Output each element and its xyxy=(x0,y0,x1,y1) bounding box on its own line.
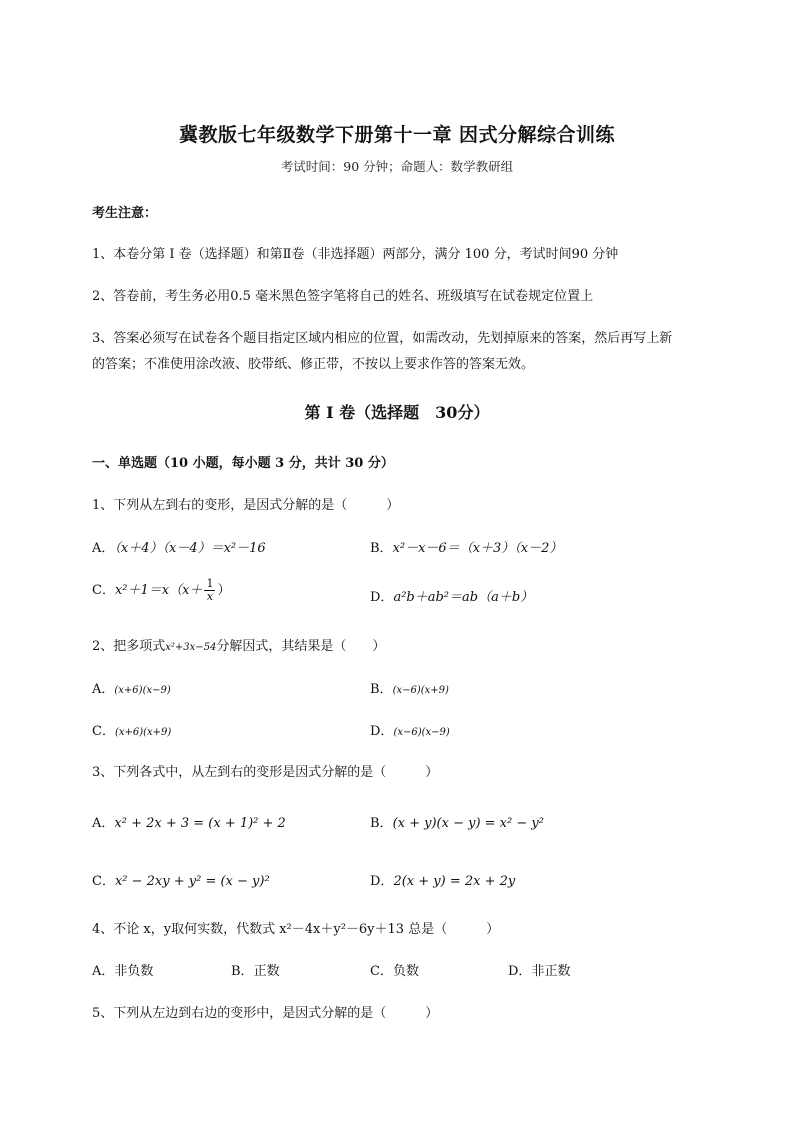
q2-option-b[interactable] xyxy=(370,678,449,697)
q2-option-c-label: C． xyxy=(92,724,115,739)
q4-option-a[interactable] xyxy=(92,960,153,979)
exam-subtitle: 考试时间：90 分钟；命题人：数学教研组 xyxy=(280,159,514,174)
q1-option-c-label: C． xyxy=(92,583,115,598)
notice-item-1: 1、本卷分第 I 卷（选择题）和第Ⅱ卷（非选择题）两部分，满分 100 分，考试时间90 分钟 xyxy=(92,247,619,262)
part-title: 一、单选题（10 小题，每小题 3 分，共计 30 分） xyxy=(92,456,394,471)
q4-option-b-label: B． xyxy=(231,964,254,979)
q4-option-c-label: C． xyxy=(370,964,393,979)
notice-heading: 考生注意： xyxy=(92,206,158,221)
q2-option-a[interactable] xyxy=(92,678,171,697)
q3-option-c-label: C． xyxy=(92,874,115,889)
q1-option-c-pre: x²＋1＝x（x＋ xyxy=(114,583,203,598)
q2-option-a-label: A． xyxy=(92,682,115,697)
q2-option-c[interactable] xyxy=(92,720,171,739)
q4-option-c-text: 负数 xyxy=(392,964,419,979)
q2-option-b-label: B． xyxy=(370,682,393,697)
q2-stem-expr: x²+3x−54 xyxy=(165,642,217,653)
q2-stem-post: 分解因式，其结果是（ ） xyxy=(216,639,386,654)
notice-item-2: 2、答卷前，考生务必用0.5 毫米黑色签字笔将自己的姓名、班级填写在试卷规定位置上 xyxy=(92,289,594,304)
q3-option-a-label: A． xyxy=(92,816,115,831)
q4-option-b-text: 正数 xyxy=(253,964,280,979)
q4-option-c[interactable] xyxy=(370,960,419,979)
fraction xyxy=(204,578,215,603)
q3-option-a[interactable] xyxy=(92,812,286,831)
exam-title: 冀教版七年级数学下册第十一章 因式分解综合训练 xyxy=(178,124,616,146)
q2-option-c-text: (x+6)(x+9) xyxy=(114,727,172,738)
q2-option-a-text: (x+6)(x−9) xyxy=(114,685,171,696)
q2-option-b-text: (x−6)(x+9) xyxy=(392,685,449,696)
notice-item-3-cont: 的答案；不准使用涂改液、胶带纸、修正带，不按以上要求作答的答案无效。 xyxy=(92,357,535,372)
q3-option-d-text: 2(x + y) = 2x + 2y xyxy=(393,874,516,889)
q2-option-d-text: (x−6)(x−9) xyxy=(393,727,450,738)
q1-option-b-label: B． xyxy=(370,541,393,556)
q3-option-c-text: x² − 2xy + y² = (x − y)² xyxy=(114,874,270,889)
q1-option-d[interactable] xyxy=(370,586,533,605)
q1-option-d-text: a²b＋ab²＝ab（a＋b） xyxy=(393,590,534,605)
section-title: 第 I 卷（选择题 30分） xyxy=(304,403,490,422)
q4-option-d-text: 非正数 xyxy=(531,964,571,979)
fraction-numerator: 1 xyxy=(206,577,214,590)
q1-option-c-post: ） xyxy=(217,583,231,598)
q1-option-a-text: （x＋4）（x－4）＝x²－16 xyxy=(114,541,266,556)
fraction-denominator: x xyxy=(206,590,214,603)
q1-option-a-label: A． xyxy=(92,541,115,556)
q4-option-d[interactable] xyxy=(508,960,570,979)
q1-option-b-text: x²－x－6＝（x＋3）（x－2） xyxy=(392,541,563,556)
q3-option-d-label: D． xyxy=(370,874,394,889)
q1-option-a[interactable] xyxy=(92,537,266,556)
q3-option-b-label: B． xyxy=(370,816,393,831)
q4-option-d-label: D． xyxy=(508,964,532,979)
q4-option-a-label: A． xyxy=(92,964,115,979)
question-2-stem xyxy=(92,635,385,654)
q2-option-d[interactable] xyxy=(370,720,450,739)
question-5-stem: 5、下列从左边到右边的变形中，是因式分解的是（ ） xyxy=(92,1006,439,1021)
question-1-stem: 1、下列从左到右的变形，是因式分解的是（ ） xyxy=(92,498,400,513)
q4-option-b[interactable] xyxy=(231,960,280,979)
q2-option-d-label: D． xyxy=(370,724,394,739)
notice-item-3: 3、答案必须写在试卷各个题目指定区域内相应的位置，如需改动，先划掉原来的答案，然后再写上新 xyxy=(92,331,673,346)
q3-option-a-text: x² + 2x + 3 = (x + 1)² + 2 xyxy=(114,816,286,831)
q1-option-c[interactable] xyxy=(92,578,230,603)
q3-option-b-text: (x + y)(x − y) = x² − y² xyxy=(392,816,544,831)
q3-option-d[interactable] xyxy=(370,870,515,889)
q1-option-d-label: D． xyxy=(370,590,394,605)
q2-stem-pre: 2、把多项式 xyxy=(92,639,166,654)
question-4-stem: 4、不论 x，y取何实数，代数式 x²－4x＋y²－6y＋13 总是（ ） xyxy=(92,922,500,937)
q3-option-c[interactable] xyxy=(92,870,270,889)
question-3-stem: 3、下列各式中，从左到右的变形是因式分解的是（ ） xyxy=(92,765,439,780)
q1-option-b[interactable] xyxy=(370,537,562,556)
q3-option-b[interactable] xyxy=(370,812,544,831)
q4-option-a-text: 非负数 xyxy=(114,964,154,979)
